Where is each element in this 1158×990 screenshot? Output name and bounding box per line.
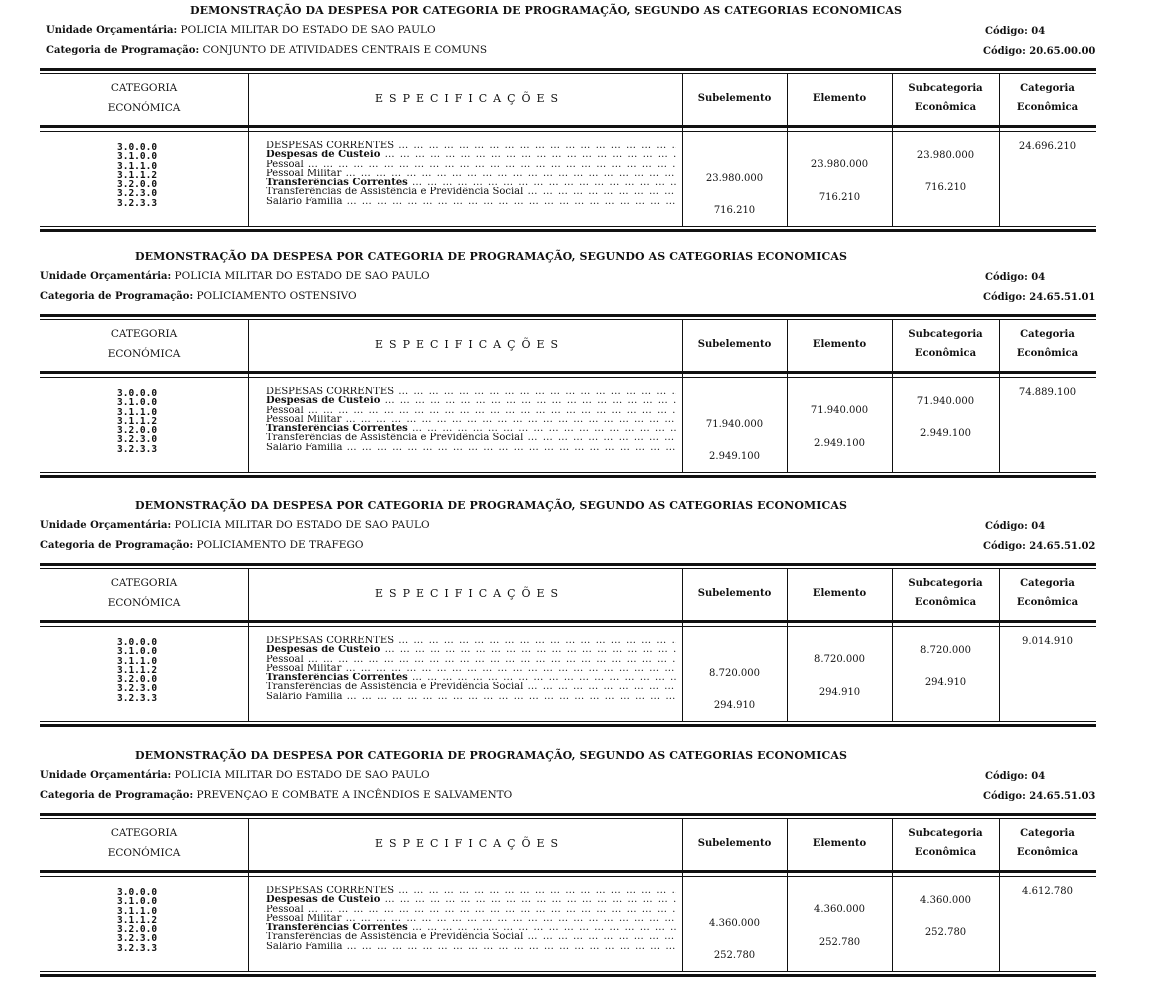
categoria-line (46, 44, 487, 56)
code-item: 3.0.0.0 (117, 388, 158, 399)
header-rule (40, 125, 1096, 128)
header-categoria: Categoria Econômica (1016, 828, 1079, 858)
table-bottom-rule (40, 475, 1096, 478)
subcategoria-transferencias: 294.910 (924, 677, 967, 688)
header-subcategoria: Subcategoria Econômica (908, 329, 983, 359)
header-especificacoes: ESPECIFICAÇÕES (375, 587, 565, 600)
table-top-rule (40, 563, 1096, 566)
code-item: 3.1.1.0 (117, 905, 158, 917)
code-item: 3.0.0.0 (117, 142, 158, 153)
codigo-programacao: Código: 24.65.51.03 (983, 791, 1096, 802)
spec-item: Transferências de Assistência e Previdência Social … … … … … … … … … … … … … … … … … … … … … … … … … … … … … … … (266, 932, 676, 941)
subcategoria-transferencias: 716.210 (924, 182, 967, 193)
categoria-line (40, 290, 357, 302)
header-rule-thin (40, 876, 1096, 877)
spec-item: Despesas de Custeio … … … … … … … … … … … … … … … … … … … … … … … … … … … … … … … (266, 150, 676, 159)
table-top-rule-thin (40, 568, 1096, 569)
code-item: 3.0.0.0 (117, 887, 158, 898)
subcategoria-custeio: 23.980.000 (916, 150, 975, 161)
code-item: 3.1.1.2 (117, 169, 158, 181)
table-bottom-rule-thin (40, 226, 1096, 227)
unidade-value: POLICIA MILITAR DO ESTADO DE SAO PAULO (174, 519, 430, 531)
column-divider (248, 569, 249, 721)
code-item: 3.2.0.0 (117, 924, 158, 936)
header-subcategoria: Subcategoria Econômica (908, 828, 983, 858)
subelemento-pessoal-militar: 8.720.000 (709, 668, 760, 679)
section-title: DEMONSTRAÇÃO DA DESPESA POR CATEGORIA DE PROGRAMAÇÃO, SEGUNDO AS CATEGORIAS ECONOMICAS (135, 250, 848, 263)
spec-item: Salário Família … … … … … … … … … … … … … … … … … … … … … … … … … … … … … … … (266, 197, 676, 206)
subelemento-pessoal-militar: 71.940.000 (705, 419, 764, 430)
demonstration-section (0, 745, 1158, 990)
spec-item: Salário Família … … … … … … … … … … … … … … … … … … … … … … … … … … … … … … … (266, 942, 676, 951)
subelemento-salario-familia: 252.780 (713, 950, 756, 961)
table-top-rule-thin (40, 818, 1096, 819)
spec-item: DESPESAS CORRENTES … … … … … … … … … … … … … … … … … … … … … … … … … … … … … … … (266, 141, 676, 150)
categoria-label: Categoria de Programação: (40, 790, 194, 801)
elemento-transferencias: 716.210 (818, 192, 861, 203)
header-subelemento: Subelemento (697, 838, 772, 849)
subelemento-pessoal-militar: 23.980.000 (705, 173, 764, 184)
subelemento-salario-familia: 716.210 (713, 205, 756, 216)
spec-list (266, 886, 676, 951)
categoria-total: 24.696.210 (1018, 141, 1077, 152)
unidade-line (40, 519, 430, 531)
column-divider (248, 74, 249, 226)
code-list (117, 638, 157, 703)
subelemento-pessoal-militar: 4.360.000 (709, 918, 760, 929)
elemento-pessoal: 8.720.000 (814, 654, 865, 665)
unidade-value: POLICIA MILITAR DO ESTADO DE SAO PAULO (180, 24, 436, 36)
code-item: 3.1.0.0 (117, 646, 158, 658)
header-categoria-economica: CATEGORIA ECONÓMICA (107, 577, 181, 609)
code-item: 3.1.1.0 (117, 655, 158, 667)
code-item: 3.1.1.2 (117, 664, 158, 676)
categoria-total: 74.889.100 (1018, 387, 1077, 398)
code-item: 3.2.0.0 (117, 179, 158, 191)
elemento-pessoal: 4.360.000 (814, 904, 865, 915)
header-subcategoria: Subcategoria Econômica (908, 83, 983, 113)
categoria-label: Categoria de Programação: (46, 45, 200, 56)
code-item: 3.2.3.3 (117, 692, 158, 704)
code-item: 3.2.3.0 (117, 683, 158, 695)
categoria-total: 9.014.910 (1022, 636, 1073, 647)
unidade-label: Unidade Orçamentária: (40, 520, 172, 531)
code-item: 3.0.0.0 (117, 637, 158, 648)
table-bottom-rule-thin (40, 721, 1096, 722)
header-categoria-economica: CATEGORIA ECONÓMICA (107, 827, 181, 859)
categoria-value: PREVENÇAO E COMBATE A INCÊNDIOS E SALVAMENTO (196, 789, 513, 801)
categoria-value: POLICIAMENTO OSTENSIVO (196, 290, 357, 302)
table-top-rule (40, 68, 1096, 71)
spec-item: DESPESAS CORRENTES … … … … … … … … … … … … … … … … … … … … … … … … … … … … … … … (266, 886, 676, 895)
spec-item: Transferências de Assistência e Previdência Social … … … … … … … … … … … … … … … … … … … … … … … … … … … … … … … (266, 682, 676, 691)
header-especificacoes: ESPECIFICAÇÕES (375, 92, 565, 105)
table-top-rule (40, 314, 1096, 317)
code-item: 3.1.1.2 (117, 914, 158, 926)
section-title: DEMONSTRAÇÃO DA DESPESA POR CATEGORIA DE PROGRAMAÇÃO, SEGUNDO AS CATEGORIAS ECONOMICAS (135, 499, 848, 512)
spec-item: Pessoal … … … … … … … … … … … … … … … … … … … … … … … … … … … … … … … (266, 905, 676, 914)
unidade-line (40, 270, 430, 282)
spec-item: Pessoal … … … … … … … … … … … … … … … … … … … … … … … … … … … … … … … (266, 406, 676, 415)
subcategoria-custeio: 71.940.000 (916, 396, 975, 407)
table-bottom-rule (40, 229, 1096, 232)
elemento-transferencias: 2.949.100 (814, 438, 865, 449)
categoria-line (40, 789, 512, 801)
spec-item: Transferências Correntes … … … … … … … … … … … … … … … … … … … … … … … … … … … … … … … (266, 178, 676, 187)
section-title: DEMONSTRAÇÃO DA DESPESA POR CATEGORIA DE PROGRAMAÇÃO, SEGUNDO AS CATEGORIAS ECONOMICAS (190, 4, 903, 17)
table-top-rule-thin (40, 319, 1096, 320)
code-item: 3.2.0.0 (117, 674, 158, 686)
header-rule-thin (40, 377, 1096, 378)
subcategoria-custeio: 8.720.000 (920, 645, 971, 656)
header-rule (40, 371, 1096, 374)
header-elemento: Elemento (812, 339, 867, 350)
code-item: 3.2.3.0 (117, 933, 158, 945)
header-elemento: Elemento (812, 588, 867, 599)
header-elemento: Elemento (812, 93, 867, 104)
categoria-label: Categoria de Programação: (40, 540, 194, 551)
categoria-label: Categoria de Programação: (40, 291, 194, 302)
codigo-unidade: Código: 04 (985, 272, 1046, 283)
code-item: 3.2.0.0 (117, 425, 158, 437)
code-item: 3.2.3.0 (117, 434, 158, 446)
spec-item: DESPESAS CORRENTES … … … … … … … … … … … … … … … … … … … … … … … … … … … … … … … (266, 636, 676, 645)
unidade-line (40, 769, 430, 781)
header-subelemento: Subelemento (697, 339, 772, 350)
header-categoria-economica: CATEGORIA ECONÓMICA (107, 82, 181, 114)
spec-item: DESPESAS CORRENTES … … … … … … … … … … … … … … … … … … … … … … … … … … … … … … … (266, 387, 676, 396)
code-item: 3.2.3.3 (117, 942, 158, 954)
header-especificacoes: ESPECIFICAÇÕES (375, 338, 565, 351)
table-bottom-rule (40, 724, 1096, 727)
header-categoria: Categoria Econômica (1016, 578, 1079, 608)
elemento-transferencias: 294.910 (818, 687, 861, 698)
unidade-value: POLICIA MILITAR DO ESTADO DE SAO PAULO (174, 270, 430, 282)
header-subelemento: Subelemento (697, 93, 772, 104)
spec-item: Despesas de Custeio … … … … … … … … … … … … … … … … … … … … … … … … … … … … … … … (266, 396, 676, 405)
header-categoria: Categoria Econômica (1016, 329, 1079, 359)
subelemento-salario-familia: 2.949.100 (709, 451, 760, 462)
header-rule-thin (40, 626, 1096, 627)
categoria-total: 4.612.780 (1022, 886, 1073, 897)
code-list (117, 143, 157, 208)
column-divider (248, 320, 249, 472)
header-rule (40, 620, 1096, 623)
header-elemento: Elemento (812, 838, 867, 849)
spec-item: Pessoal Militar … … … … … … … … … … … … … … … … … … … … … … … … … … … … … … … (266, 415, 676, 424)
spec-list (266, 636, 676, 701)
demonstration-section (0, 246, 1158, 491)
code-item: 3.2.3.3 (117, 443, 158, 455)
table-bottom-rule (40, 974, 1096, 977)
codigo-programacao: Código: 24.65.51.01 (983, 292, 1096, 303)
spec-item: Pessoal … … … … … … … … … … … … … … … … … … … … … … … … … … … … … … … (266, 655, 676, 664)
spec-list (266, 387, 676, 452)
unidade-line (46, 24, 436, 36)
elemento-transferencias: 252.780 (818, 937, 861, 948)
categoria-line (40, 539, 363, 551)
code-list (117, 888, 157, 953)
table-top-rule-thin (40, 73, 1096, 74)
unidade-label: Unidade Orçamentária: (40, 770, 172, 781)
header-subcategoria: Subcategoria Econômica (908, 578, 983, 608)
spec-item: Transferências Correntes … … … … … … … … … … … … … … … … … … … … … … … … … … … … … … … (266, 923, 676, 932)
spec-item: Salário Família … … … … … … … … … … … … … … … … … … … … … … … … … … … … … … … (266, 443, 676, 452)
header-rule (40, 870, 1096, 873)
column-divider (248, 819, 249, 971)
table-bottom-rule-thin (40, 472, 1096, 473)
code-item: 3.1.1.0 (117, 406, 158, 418)
spec-item: Pessoal Militar … … … … … … … … … … … … … … … … … … … … … … … … … … … … … … … (266, 664, 676, 673)
header-categoria: Categoria Econômica (1016, 83, 1079, 113)
spec-item: Despesas de Custeio … … … … … … … … … … … … … … … … … … … … … … … … … … … … … … … (266, 895, 676, 904)
codigo-programacao: Código: 24.65.51.02 (983, 541, 1096, 552)
demonstration-section (0, 495, 1158, 740)
codigo-unidade: Código: 04 (985, 521, 1046, 532)
spec-item: Transferências de Assistência e Previdência Social … … … … … … … … … … … … … … … … … … … … … … … … … … … … … … … (266, 187, 676, 196)
spec-item: Pessoal Militar … … … … … … … … … … … … … … … … … … … … … … … … … … … … … … … (266, 914, 676, 923)
elemento-pessoal: 23.980.000 (810, 159, 869, 170)
table-bottom-rule-thin (40, 971, 1096, 972)
section-title: DEMONSTRAÇÃO DA DESPESA POR CATEGORIA DE PROGRAMAÇÃO, SEGUNDO AS CATEGORIAS ECONOMICAS (135, 749, 848, 762)
demonstration-section (0, 0, 1158, 245)
unidade-label: Unidade Orçamentária: (46, 25, 178, 36)
codigo-unidade: Código: 04 (985, 771, 1046, 782)
code-item: 3.1.1.0 (117, 160, 158, 172)
header-categoria-economica: CATEGORIA ECONÓMICA (107, 328, 181, 360)
code-list (117, 389, 157, 454)
categoria-value: CONJUNTO DE ATIVIDADES CENTRAIS E COMUNS (202, 44, 488, 56)
subcategoria-transferencias: 252.780 (924, 927, 967, 938)
code-item: 3.1.0.0 (117, 896, 158, 908)
categoria-value: POLICIAMENTO DE TRAFEGO (196, 539, 364, 551)
unidade-label: Unidade Orçamentária: (40, 271, 172, 282)
header-especificacoes: ESPECIFICAÇÕES (375, 837, 565, 850)
spec-item: Pessoal Militar … … … … … … … … … … … … … … … … … … … … … … … … … … … … … … … (266, 169, 676, 178)
subcategoria-transferencias: 2.949.100 (920, 428, 971, 439)
spec-list (266, 141, 676, 206)
header-subelemento: Subelemento (697, 588, 772, 599)
spec-item: Transferências Correntes … … … … … … … … … … … … … … … … … … … … … … … … … … … … … … … (266, 424, 676, 433)
codigo-unidade: Código: 04 (985, 26, 1046, 37)
code-item: 3.1.0.0 (117, 397, 158, 409)
spec-item: Despesas de Custeio … … … … … … … … … … … … … … … … … … … … … … … … … … … … … … … (266, 645, 676, 654)
code-item: 3.1.0.0 (117, 151, 158, 163)
unidade-value: POLICIA MILITAR DO ESTADO DE SAO PAULO (174, 769, 430, 781)
code-item: 3.1.1.2 (117, 415, 158, 427)
header-rule-thin (40, 131, 1096, 132)
spec-item: Salário Família … … … … … … … … … … … … … … … … … … … … … … … … … … … … … … … (266, 692, 676, 701)
spec-item: Transferências de Assistência e Previdência Social … … … … … … … … … … … … … … … … … … … … … … … … … … … … … … … (266, 433, 676, 442)
table-top-rule (40, 813, 1096, 816)
spec-item: Pessoal … … … … … … … … … … … … … … … … … … … … … … … … … … … … … … … (266, 160, 676, 169)
spec-item: Transferências Correntes … … … … … … … … … … … … … … … … … … … … … … … … … … … … … … … (266, 673, 676, 682)
codigo-programacao: Código: 20.65.00.00 (983, 46, 1096, 57)
elemento-pessoal: 71.940.000 (810, 405, 869, 416)
subelemento-salario-familia: 294.910 (713, 700, 756, 711)
subcategoria-custeio: 4.360.000 (920, 895, 971, 906)
code-item: 3.2.3.3 (117, 197, 158, 209)
code-item: 3.2.3.0 (117, 188, 158, 200)
